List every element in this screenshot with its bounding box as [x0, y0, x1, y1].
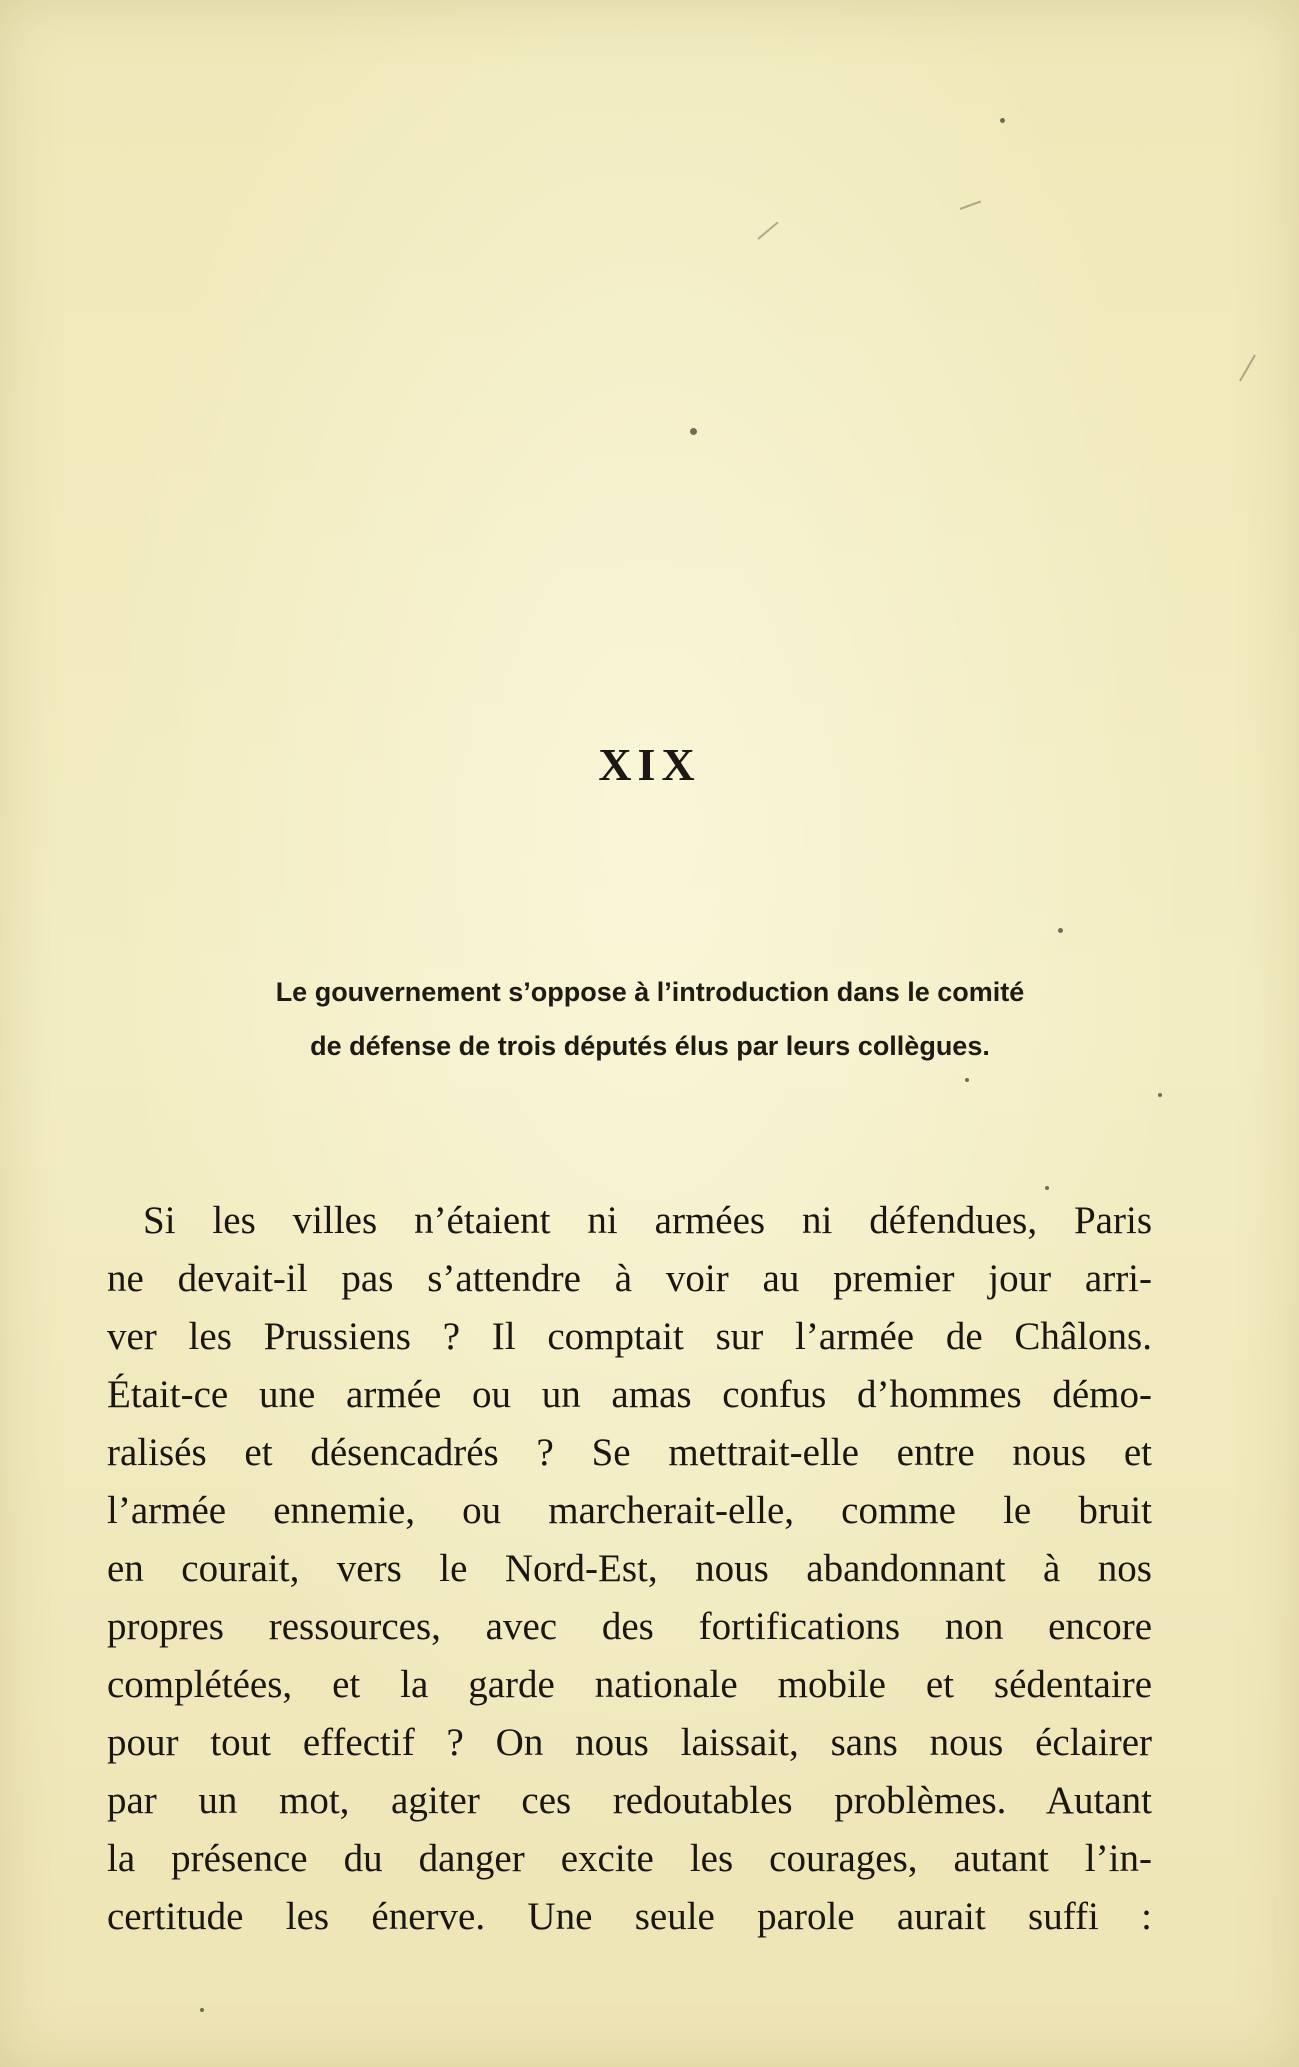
- ink-speck: [690, 428, 697, 435]
- ink-speck: [1158, 1093, 1162, 1097]
- chapter-summary: [140, 965, 1160, 1073]
- ink-speck: [965, 1078, 969, 1082]
- body-line: par un mot, agiter ces redoutables problèmes. Autant: [107, 1779, 1152, 1822]
- body-line: certitude les énerve. Une seule parole aurait suffi :: [107, 1895, 1152, 1938]
- body-line: Était-ce une armée ou un amas confus d’hommes démo-: [107, 1373, 1152, 1416]
- body-line: l’armée ennemie, ou marcherait-elle, comme le bruit: [107, 1489, 1152, 1532]
- body-line: ver les Prussiens ? Il comptait sur l’armée de Châlons.: [107, 1315, 1152, 1358]
- body-line: ne devait-il pas s’attendre à voir au premier jour arri-: [107, 1257, 1152, 1300]
- body-line: la présence du danger excite les courages, autant l’in-: [107, 1837, 1152, 1880]
- body-line: ralisés et désencadrés ? Se mettrait-elle entre nous et: [107, 1431, 1152, 1474]
- paper-scratch: [960, 201, 981, 210]
- body-line: propres ressources, avec des fortifications non encore: [107, 1605, 1152, 1648]
- ink-speck: [1000, 118, 1005, 123]
- ink-speck: [1058, 928, 1063, 933]
- paper-scratch: [757, 222, 778, 240]
- body-line: Si les villes n’étaient ni armées ni défendues, Paris: [143, 1199, 1152, 1242]
- summary-line: de défense de trois députés élus par leurs collègues.: [310, 1031, 990, 1061]
- ink-speck: [200, 2008, 204, 2012]
- chapter-number: XIX: [598, 739, 701, 790]
- body-line: en courait, vers le Nord-Est, nous abandonnant à nos: [107, 1547, 1152, 1590]
- body-line: complétées, et la garde nationale mobile et sédentaire: [107, 1663, 1152, 1706]
- paper-scratch: [1239, 355, 1256, 382]
- body-paragraph: [107, 1192, 1152, 1946]
- body-line: pour tout effectif ? On nous laissait, sans nous éclairer: [107, 1721, 1152, 1764]
- ink-speck: [1045, 1186, 1049, 1190]
- summary-line: Le gouvernement s’oppose à l’introduction dans le comité: [275, 977, 1025, 1007]
